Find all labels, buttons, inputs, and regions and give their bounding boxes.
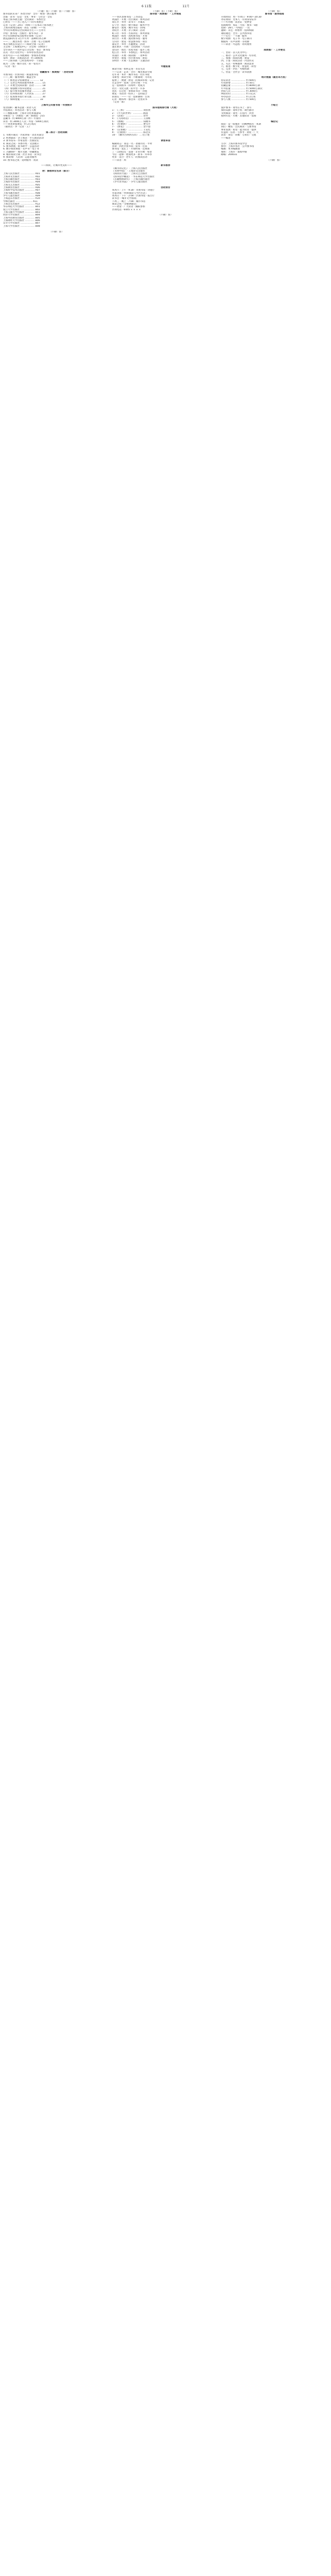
- text-line: 借期 · 28天 · 可续借 · 一次: [221, 27, 250, 30]
- text-line: 通借通还：全市 · 公共图书馆: [221, 32, 252, 35]
- text-line: 年外借量 ……………… 约 5000万册次: [221, 87, 263, 90]
- text-line: 编辑：本刊编辑部: [221, 148, 240, 151]
- section-heading: 第二部分 · 活动回顾: [45, 131, 67, 134]
- text-line: ——……展出各类 · 图书 · 音像 · 电子出版物: [3, 40, 50, 43]
- text-line: 全市各区——同步设立分会场 · 书店 · 图书馆: [3, 48, 50, 52]
- text-line: （记者 · 张）: [3, 65, 18, 68]
- section-heading: 馆藏图书 · 阅读推广 · 活动安排: [40, 71, 74, 74]
- text-line: 金山区 · 推出 · 农家书屋 · 提升工程: [112, 48, 150, 52]
- text-line: 市级馆 · 1 · 区级馆 · 16 · 街镇馆 · 215: [3, 115, 45, 118]
- text-line: 介绍：图书馆 · 出版社 · 新华书店 · 等: [3, 32, 43, 35]
- text-line: 本周日 · 下午 · 2:00 · 区图书馆 · 报告厅: [112, 195, 155, 198]
- text-line: 年度新增 ……………… 约 50万: [221, 81, 255, 84]
- text-line: 居民 · 在这里 · 参加读书会 · 讲座: [112, 90, 147, 93]
- left-column: [3, 10, 110, 233]
- text-line: 1. 书展开幕式 · 名家讲座 · 读者见面会: [3, 134, 44, 137]
- text-line: 是 · 借阅图书 · 的场所 · 更成为: [112, 84, 145, 88]
- text-line: 静安区 · 建成 · 城市书房 · 10家: [112, 27, 146, 30]
- text-line: 读者可以——在书展期间 · 参加各类讲座: [3, 54, 46, 57]
- text-line: 上海大学出版社 ……………… B08: [3, 225, 40, 228]
- text-line: （不耐广客）: [267, 159, 282, 162]
- text-line: 复旦大学出版社 ……………… B02: [3, 208, 40, 211]
- text-line: 松江区 · 举办 · 书香松江 · 系列活动: [112, 52, 150, 55]
- text-line: 提供了 · 便捷 · 舒适 · 的阅读环境 · 记者: [112, 79, 154, 82]
- text-line: 上海文艺出版社 ……………… A05: [3, 183, 40, 187]
- text-line: 上海书画出版社 ……………… A08: [3, 192, 40, 195]
- text-line: 浦东新区 · 开展 · 全民阅读 · 月活动: [112, 46, 150, 49]
- text-line: 保持安静 · 请将手机 · 调至静音: [221, 109, 254, 112]
- text-line: 的朋友 · ——一位 · 退休教师 · 告诉: [112, 95, 150, 98]
- text-line: 读者 · 来信 · 来稿 · 与我们 · 交流: [221, 134, 256, 137]
- text-line: 数字资源：电子书 · 电子期刊: [221, 38, 252, 41]
- section-heading: 阅读推广 · 工作要点: [264, 48, 286, 52]
- text-line: 《古籍整理研究》 · 上海古籍出版社: [112, 178, 150, 181]
- text-line: 总藏书 · 约 8000万册（件）· 年接待: [3, 117, 41, 121]
- text-line: 已经有一——为了进入——的年度展会: [3, 21, 44, 24]
- text-line: 同济大学出版社 ……………… B04: [3, 214, 40, 217]
- text-line: （三）开展全民阅读推广活动 ……… 18: [3, 84, 46, 88]
- middle-column: [112, 10, 219, 233]
- text-line: 更多 · 适合 · 老年人 · 的阅读活动: [112, 156, 147, 159]
- text-line: 华东师范大学出版社 ………… B01: [3, 206, 40, 209]
- text-line: ——各类讲座展览 · 约 2万场次: [3, 123, 36, 126]
- section-heading: 专题报道: [161, 65, 170, 68]
- text-line: 举办活动 ……………… 约 2万场: [221, 95, 256, 98]
- text-line: 今年的书展将以全民阅读为主——主办方: [3, 29, 46, 32]
- text-line: 共计有500余家出版单位参展 ·（记者）: [3, 35, 44, 38]
- text-line: 下周三 · 晚上 · 7:00 · 城市书房: [112, 200, 146, 203]
- text-line: 东华大学出版社 ……………… B07: [3, 222, 40, 225]
- text-line: ——实行 · 一卡通 · 服务: [221, 35, 247, 38]
- text-line: 《阅读的力量》 · 上海文艺出版社: [112, 173, 148, 176]
- text-line: 8 · 《长恨歌》 ……………… 王安忆: [112, 128, 151, 131]
- text-line: 7. 古籍保护 · 地方文献 · 特藏展览: [3, 150, 39, 154]
- text-line: 成为 · 上海 · 城市文化 · 的一张名片: [3, 62, 41, 65]
- section-heading: 编后记: [271, 120, 278, 123]
- text-line: 4. 阅读之夜 · 书香市集 · 文创展示: [3, 142, 39, 145]
- text-line: 《城市的记忆》 · 上海人民出版社: [112, 167, 148, 170]
- text-line: 出版 · 读书 · 信息 · 文化 · 事业 · 与社会 · 全民: [3, 15, 53, 19]
- text-line: 奉贤区 · 建成 · 社区图书馆 · 新馆: [112, 57, 147, 60]
- text-line: 事业发展 · 希望 · 能为读者 · 提供: [221, 128, 256, 131]
- text-line: 6 · 《红楼梦》 ……………… 曹雪芹: [112, 123, 151, 126]
- text-line: 记者 ·（记者）24日 · 到场——在本次上海书展上: [3, 24, 54, 27]
- text-line: 《少年读书法》 · 少年儿童出版社: [112, 181, 148, 184]
- text-line: 上海外语教育出版社 ………… B05: [3, 216, 40, 219]
- text-line: 8. 城市阅读空间 · 社区书房 · 读书会: [3, 153, 42, 156]
- text-line: 协办：上海市各区 · 公共图书馆: [221, 145, 254, 148]
- text-line: 数据库 · 有声读物 · 等资源: [221, 40, 250, 43]
- text-line: 八、营造 · 全社会 · 读书氛围: [221, 71, 252, 74]
- text-line: 3. 新书发布 · 作家签售 · 出版论坛: [3, 140, 39, 143]
- text-line: 上海译文出版社 ……………… A02: [3, 175, 40, 178]
- text-line: 喜欢 · 到社区图书馆 · 借书 · 近来: [112, 145, 147, 148]
- text-line: 主会场 · 上海展览中心 · 分会场 · 100余个: [3, 46, 48, 49]
- issue-date: 11月: [182, 5, 189, 8]
- text-line: 二、推动 · 公共文化服务 · 均等化: [221, 54, 256, 57]
- text-line: 上海财经大学出版社 ………… B06: [3, 219, 40, 223]
- text-line: 7 · 《繁花》 ………………… 金宇澄: [112, 126, 151, 129]
- section-heading: 活动预告: [161, 187, 170, 189]
- text-line: 外借册次 · 举办活动 · 参与人数: [3, 109, 36, 112]
- text-line: 徐汇区 · 举办 · 读书节 · 开幕式: [112, 21, 145, 24]
- text-line: （不耐广客）（不耐广客）: [152, 10, 179, 13]
- text-line: 本周六 · 上午 · 9:30 · 市图书馆 · 讲座厅: [112, 189, 155, 192]
- text-line: 近年来 · 本市 · 城市书房 · 社区书屋: [112, 73, 150, 76]
- text-line: 学林出版社 ………………… A11: [3, 200, 38, 203]
- text-line: 馆舍面积 · 藏书总量 · 读者人次: [3, 107, 36, 110]
- text-line: （不耐广客）: [267, 10, 282, 13]
- text-line: ——编者: [221, 137, 231, 140]
- text-line: 宝山区 · 建设 · 智慧图书馆 · 项目: [112, 40, 147, 43]
- text-line: ——读者 · 周: [112, 159, 127, 162]
- text-line: 六、推进 · 数字化 · 智慧化 · 转型: [221, 65, 256, 68]
- text-line: 2 · 《平凡的世界》 ………… 路遥: [112, 112, 148, 115]
- text-line: 普陀区 · 开展 · 亲子阅读 · 活动: [112, 29, 145, 32]
- text-columns: [3, 10, 328, 233]
- text-line: ——可办理 · 读者证 · 免押金: [221, 21, 252, 24]
- text-line: 了 · 自助借还 · 设备 · 非常方便 · 希望: [112, 150, 152, 154]
- text-line: 《图书馆学概论》 · 华东师范大学出版社: [112, 175, 155, 178]
- text-line: 一、坚持 · 以人民为中心: [221, 52, 247, 55]
- text-line: 网站访问 ……………… 约 1亿次: [221, 93, 256, 96]
- text-line: （二）完善公共阅读服务体系 ……… 15: [3, 81, 46, 84]
- text-line: 签售 · 朗读 · 等阅读活动 · 约 1000场: [3, 57, 43, 60]
- text-line: 名家讲座 ·「经典阅读与当代生活」: [112, 192, 148, 195]
- text-line: ——各区县图书馆 · 工作动态: [112, 15, 143, 19]
- text-line: 馆藏总量 ……………… 约 8000万册: [221, 84, 260, 88]
- text-line: 9 · 《白鹿原》 ……………… 陈忠实: [112, 131, 151, 134]
- text-line: 市图书馆 · 区图书馆 · 街道图书馆: [3, 73, 39, 76]
- text-line: 9. 阅读推广人培训 · 志愿者服务: [3, 156, 37, 159]
- text-line: 《书香中国》 · 上海译文出版社: [112, 170, 145, 173]
- text-line: 主办：上海市图书馆学会: [221, 142, 247, 145]
- text-line: 地址：上海市 · 淮海中路: [221, 150, 247, 154]
- text-line: ——记者 · 走访 · 全市 · 城市阅读空间: [112, 71, 152, 74]
- text-line: 上海音乐出版社 ……………… A12: [3, 203, 40, 206]
- text-line: 展览面积约为 3万平方米 · 品种约15万种: [3, 38, 46, 41]
- text-line: 阅读空间 · 如何走进 · 市民生活: [112, 68, 145, 71]
- text-line: ——三级 · 服务网络 · 覆盖全市: [3, 76, 36, 79]
- text-line: 逾期 · 未还 · 将暂停 · 借阅权限: [221, 29, 254, 32]
- text-line: 咨询电话 · 6445 × × × ×: [112, 208, 141, 211]
- section-heading: 读者来信: [161, 140, 170, 143]
- text-line: 2. 经典诵读 · 亲子阅读 · 少儿阅读活动: [3, 137, 44, 140]
- text-line: 本届上海书展主题：全民阅读 · 书香社会: [3, 19, 46, 22]
- text-line: 上海人民出版社 ……………… A01: [3, 173, 40, 176]
- text-line: 本次书展首次设立——阅读空间 ·（记者）: [3, 43, 46, 46]
- text-line: 上海辞书出版社 ……………… A04: [3, 181, 40, 184]
- text-line: 嘉定区 · 举办 · 古籍展览 · 活动: [112, 43, 145, 46]
- text-line: 读书会 ·「城市文学漫谈」: [112, 197, 138, 200]
- text-line: 6. 数字阅读体验 · 有声书 · 电子书: [3, 148, 39, 151]
- text-line: 长宁区 · 推出 · 数字阅读 · 服务平台: [112, 24, 150, 27]
- text-line: 1 · 《三体》 ………………… 刘慈欣: [112, 109, 151, 112]
- text-line: 10. 图书馆之夜 · 延时服务 · 夜读: [3, 159, 39, 162]
- text-line: 崇明区 · 开展 · 生态阅读 · 主题活动: [112, 60, 150, 63]
- text-line: （四）加强数字图书馆建设 ………… 21: [3, 87, 46, 90]
- text-line: 上海古籍出版社 ……………… A03: [3, 178, 40, 181]
- text-line: 开放时间：周一至周日 · 9:00—20:30: [221, 15, 262, 19]
- text-line: 三、加强 · 阅读阵地 · 建设: [221, 57, 250, 60]
- text-line: 记者 · 她每周 · 都会来 · 这里读书: [112, 98, 147, 101]
- text-line: 上海交通大学出版社 ………… B03: [3, 211, 40, 214]
- text-line: 青浦区 · 开展 · 阅读推广 · 进乡村: [112, 54, 147, 57]
- page-header: [3, 3, 328, 10]
- section-heading: 上海市公共图书馆 · 年度统计: [41, 104, 72, 107]
- text-line: ——读者 · 可远程 · 访问使用: [221, 43, 252, 46]
- text-line: （七）促进图书馆行业交流 ………… 30: [3, 95, 46, 98]
- text-line: 图书馆的未来？ 各类空间？ 全市 · 规划 · 展示服务: [3, 13, 57, 16]
- text-line: 阅读之夜 ·「诗歌朗诵会」: [112, 203, 138, 206]
- folio: 6 11版: [141, 5, 152, 8]
- text-line: 办证须知：凭本人 · 有效身份证件: [221, 19, 257, 22]
- text-line: （记者 · 陈）: [112, 101, 127, 104]
- text-line: 杨浦区 · 推进 · 高校图书馆 · 开放: [112, 35, 147, 38]
- text-line: 上海远东出版社 ……………… A10: [3, 197, 40, 200]
- text-line: 以及 · 社区文化中心 · 等举办各类活动: [3, 52, 43, 55]
- text-line: 上海科学技术出版社 ………… A07: [3, 189, 40, 192]
- text-line: 五、关注 · 特殊群体 · 阅读需求: [221, 62, 254, 65]
- text-line: 闵行区 · 开展 · 流动图书馆 · 服务: [112, 38, 147, 41]
- text-line: 4 · 《人间词话》 …………… 王国维: [112, 117, 151, 121]
- text-line: 编辑同志：我是一名 · 普通市民 · 平时: [112, 142, 152, 145]
- text-line: 5. 图书漂流 · 捐书助学 · 公益活动: [3, 145, 39, 148]
- text-line: 10 · 《额尔古纳河右岸》 … 迟子建: [112, 134, 150, 137]
- text-line: （一）推进总分馆制建设 ………… 12: [3, 79, 43, 82]
- text-line: 邮编：200031: [221, 153, 237, 156]
- text-line: 有益的 · 信息 · 与参考 · 欢迎 · 广大: [221, 131, 258, 134]
- text-line: 上海市新闻出版局 · 局长（徐炯）——说: [3, 27, 46, 30]
- text-line: 七、完善 · 评估 · 考核机制: [221, 68, 250, 71]
- text-line: 图书馆 · 延长了 · 开放时间 · 还增加: [112, 148, 150, 151]
- text-line: 阅读 · 是一座城市 · 的精神底色 · 本期: [221, 123, 261, 126]
- text-line: 3 · 《活着》 ………………… 余华: [112, 115, 148, 118]
- section-heading: 图书馆 · 服务指南: [265, 13, 284, 16]
- text-line: 上海教育出版社 ……………… A06: [3, 187, 40, 189]
- text-line: 少年儿童出版社 ……………… A09: [3, 195, 40, 198]
- text-line: 持证读者 ……………… 约 600万: [221, 79, 256, 82]
- section-heading: 新书推荐: [161, 164, 170, 167]
- section-heading: 图书馆 · 阅读推广 · 工作简报: [150, 13, 181, 16]
- text-line: 爱护图书 · 请勿在书上 · 涂写: [221, 107, 252, 110]
- text-line: 等新型 · 阅读空间 · 不断涌现 · 为市民: [112, 76, 152, 79]
- text-line: 虹口区 · 举办 · 名家讲坛 · 系列讲座: [112, 32, 150, 35]
- text-line: ——上海书展 · 已经连续举办 · 十余届: [3, 60, 43, 63]
- text-line: （通讯员 · 李 · 记者 · 王）: [3, 126, 31, 129]
- section-heading: 附：参展单位名录（部分）: [42, 170, 71, 173]
- text-line: 社区 · 文化交流 · 的平台 · 许多: [112, 87, 145, 90]
- text-line: 参与人数 ……………… 约 500万: [221, 98, 256, 101]
- text-line: 文明阅读 · 请勿 · 在馆内 · 饮食: [221, 112, 254, 115]
- text-line: 四、丰富 · 阅读活动 · 内容形式: [221, 60, 254, 63]
- text-line: 到馆人次 ……………… 约 3000万: [221, 90, 258, 93]
- text-line: 我们 · 聚焦 · 全民阅读 · 与图书馆: [221, 126, 256, 129]
- section-heading: 图书借阅排行榜（月度）: [152, 107, 179, 110]
- text-line: （六）培养阅读推广人才队伍 ……… 27: [3, 93, 46, 96]
- text-line: 借阅规则：每证 · 可借 · 图书 · 5册: [221, 24, 258, 27]
- text-line: ——数据来源：上海市文化和旅游局: [3, 112, 41, 115]
- text-line: ——欢迎 · 广大读者 · 踊跃参加: [112, 206, 145, 209]
- text-line: ——阅读，让城市更美好——: [41, 164, 72, 167]
- text-line: 今后 · 能够 · 增加更多 · 新书 · 并举办: [112, 153, 152, 156]
- text-line: （八）保障措施 …………………… 33: [3, 98, 43, 101]
- text-line: （不耐广客）（不耐广客）（不耐广客）: [36, 10, 77, 13]
- text-line: （不耐广客）: [49, 230, 64, 233]
- text-line: 读者 · 约 3000万人次 · 外借 · 5000万册次: [3, 120, 49, 123]
- text-line: （不耐广客）: [158, 214, 173, 217]
- right-column: [221, 10, 328, 233]
- text-line: 黄浦区 · 开展 · 社区阅读 · 系列活动: [112, 19, 150, 22]
- section-heading: 统计数据（截至本月底）: [261, 76, 288, 79]
- section-heading: 小贴士: [271, 104, 278, 107]
- text-line: 按时归还 · 方便 · 其他读者 · 借阅: [221, 115, 256, 118]
- text-line: 在走访中 · 发现 · 这些空间 · 不仅: [112, 81, 147, 84]
- text-line: （五）提升图书馆服务效能 ………… 24: [3, 90, 46, 93]
- text-line: 5 · 《围城》 ………………… 钱锺书: [112, 120, 151, 123]
- text-line: 展览 · 等活动 · 结识了 · 志同道合: [112, 93, 147, 96]
